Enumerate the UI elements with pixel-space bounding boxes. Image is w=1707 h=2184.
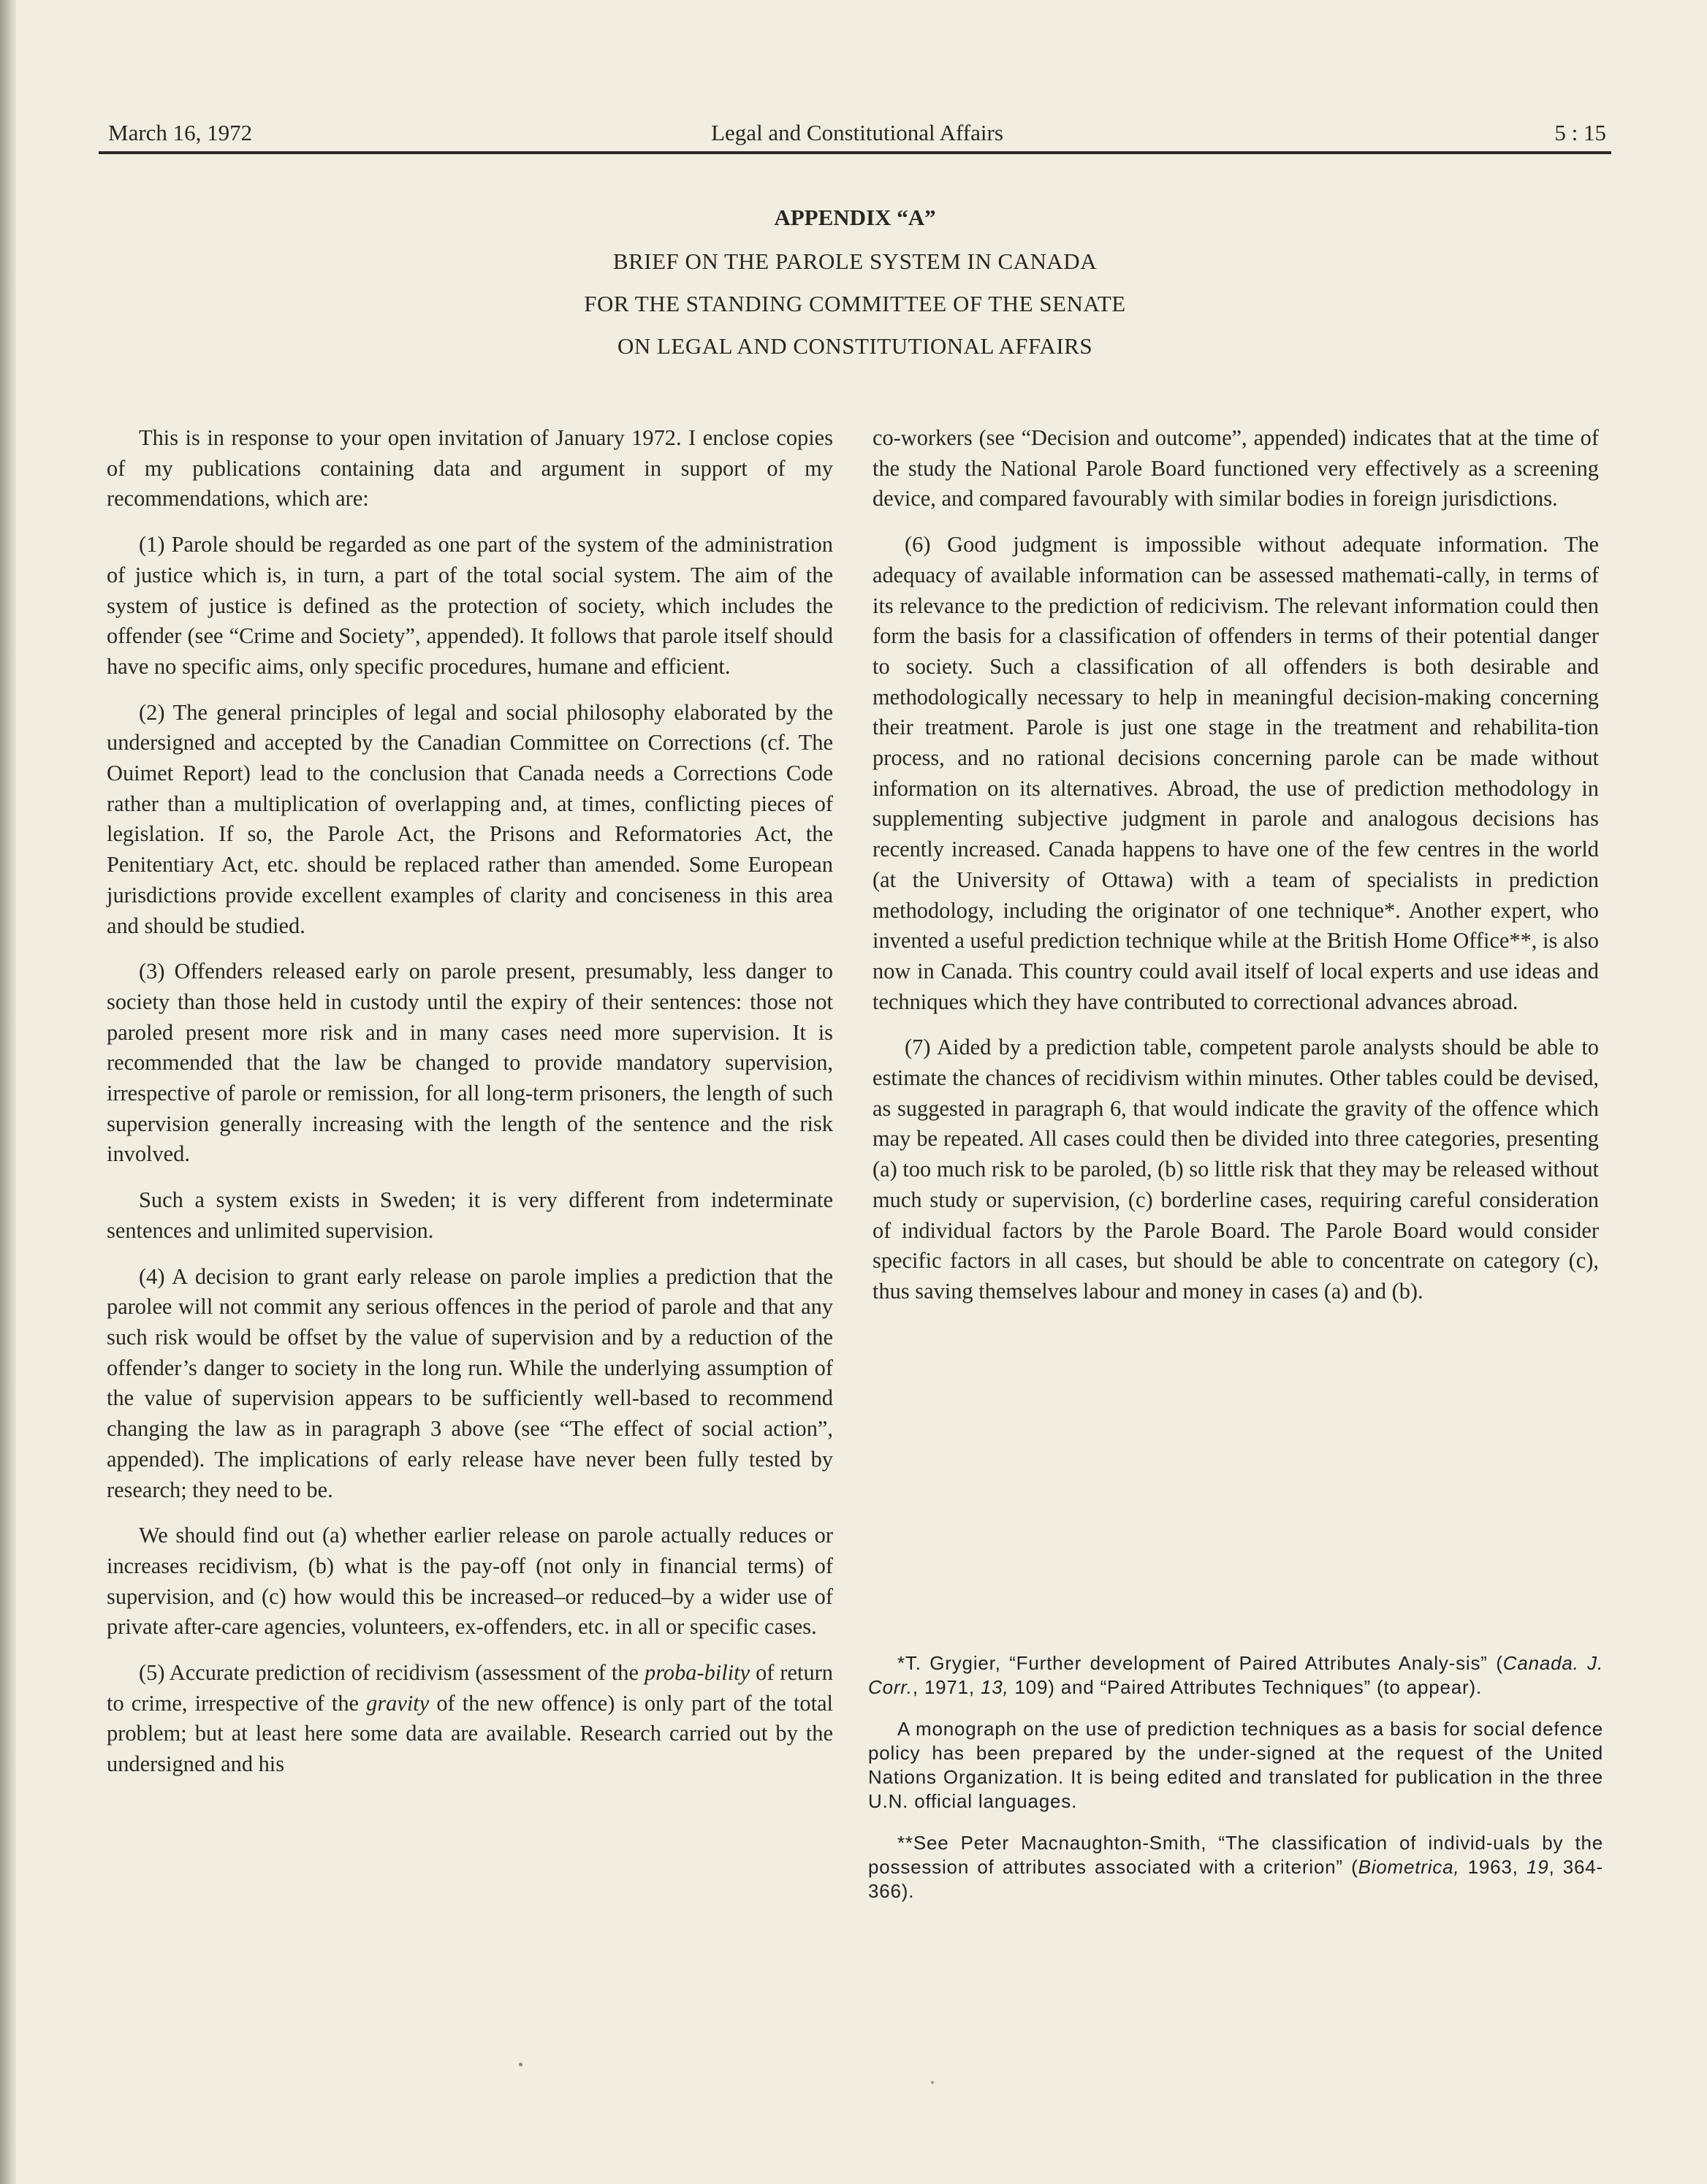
paragraph-6: (6) Good judgment is impossible without adequate information. The adequacy of available information can be assessed mathemati-cally, in terms of its relevance to the prediction of redicivism. The relevant information could then form the basis for a classification of offenders in terms of their potential danger to society. Such a classification of all offenders is both desirable and methodologically necessary to help in meaningful decision-making concerning their treatment. Parole is just one stage in the treatment and rehabilita-tion process, and no rational decisions concerning parole can be made without information on its alternatives. Abroad, the use of prediction methodology in supplementing subjective judgment in parole and analogous decisions has recently increased. Canada happens to have one of the few centres in the world (at the University of Ottawa) with a team of specialists in prediction methodology, including the originator of one technique*. Another expert, who invented a useful prediction technique while at the British Home Office**, is also now in Canada. This country could avail itself of local experts and use ideas and techniques which they have contributed to correctional advances abroad. — [872, 532, 1599, 1014]
right-column — [872, 423, 1599, 1323]
footnote-2: A monograph on the use of prediction techniques as a basis for social defence policy has been prepared by the under-signed at the request of the United Nations Organization. It is being edited and translated for publication in the three U.N. official languages. — [868, 1718, 1603, 1812]
appendix-heading: APPENDIX “A” — [774, 205, 936, 230]
footnote-3 — [868, 1831, 1603, 1903]
footnote-1-text-e: 109) and “Paired Attributes Techniques” (to appear). — [1008, 1676, 1482, 1698]
footnote-3-volume: 19 — [1526, 1856, 1549, 1878]
header-rule — [99, 151, 1611, 154]
paragraph-3: (3) Offenders released early on parole present, presumably, less danger to society than those held in custody until the expiry of their sentences: those not paroled present more risk and in many cases need more supervision. It is recommended that the law be changed to provide mandatory supervision, irrespective of parole or remission, for all long-term prisoners, the length of such supervision generally increasing with the length of the sentence and the risk involved. — [107, 959, 833, 1167]
paragraph-5-text-c: of return to crime, irrespective of the — [107, 1660, 833, 1716]
title-block — [110, 205, 1600, 376]
footnote-3-text-e: , 364-366). — [868, 1856, 1603, 1902]
footnote-1-text-a: *T. Grygier, “Further development of Paired Attributes Analy-sis” ( — [897, 1652, 1503, 1674]
footnote-3-text-c: 1963, — [1459, 1856, 1527, 1878]
paragraph-4: (4) A decision to grant early release on parole implies a prediction that the parolee will not commit any serious offences in the period of parole and that any such risk would be offset by the value of supervision and by a reduction of the offender’s danger to society in the long run. While the underlying assumption of the value of supervision appears to be sufficiently well-based to recommend changing the law as in paragraph 3 above (see “The effect of social action”, appended). The implications of early release have never been fully tested by research; they need to be. — [107, 1263, 833, 1502]
paragraph-7: (7) Aided by a prediction table, competent parole analysts should be able to estimate the chances of recidivism within minutes. Other tables could be devised, as suggested in paragraph 6, that would indicate the gravity of the offence which may be repeated. All cases could then be divided into three categories, presenting (a) too much risk to be paroled, (b) so little risk that they may be released without much study or supervision, (c) borderline cases, requiring careful consideration of individual factors by the Parole Board. The Parole Board would consider specific factors in all cases, but should be able to concentrate on category (c), thus saving themselves labour and money in cases (a) and (b). — [872, 1035, 1599, 1304]
footnote-1-volume: 13, — [980, 1676, 1009, 1698]
paragraph-5 — [107, 1658, 833, 1780]
title-line-3: ON LEGAL AND CONSTITUTIONAL AFFAIRS — [617, 333, 1093, 359]
paragraph-5-text-e: of the new offence) is only part of the total problem; but at least here some data are available. Research carried out by the undersigned and his — [107, 1690, 833, 1777]
header-committee: Legal and Constitutional Affairs — [711, 120, 1003, 145]
paragraph-5-italic-gravity: gravity — [366, 1690, 430, 1716]
footnote-3-text-a: **See Peter Macnaughton-Smith, “The classification of individ-uals by the possession of attributes associated with a criterion” ( — [868, 1832, 1603, 1878]
footnote-1 — [868, 1651, 1603, 1700]
title-line-1: BRIEF ON THE PAROLE SYSTEM IN CANADA — [612, 248, 1098, 274]
header-page-number: 5 : 15 — [1554, 120, 1606, 145]
paragraph-4-continued: We should find out (a) whether earlier release on parole actually reduces or increases recidivism, (b) what is the pay-off (not only in financial terms) of supervision, and (c) how would this be increased–or reduced–by a wider use of private after-care agencies, volunteers, ex-offenders, etc. in all or specific cases. — [107, 1523, 833, 1640]
paragraph-2: (2) The general principles of legal and social philosophy elaborated by the undersigned and accepted by the Canadian Committee on Corrections (cf. The Ouimet Report) lead to the conclusion that Canada needs a Corrections Code rather than a multiplication of overlapping and, at times, conflicting pieces of legislation. If so, the Parole Act, the Prisons and Reformatories Act, the Penitentiary Act, etc. should be replaced rather than amended. Some European jurisdictions provide excellent examples of clarity and conciseness in this area and should be studied. — [107, 699, 833, 938]
left-column — [107, 423, 833, 1795]
title-line-2: FOR THE STANDING COMMITTEE OF THE SENATE — [584, 291, 1126, 316]
paragraph-5-italic-probability: proba-bility — [645, 1660, 750, 1686]
paragraph-3-continued: Such a system exists in Sweden; it is very different from indeterminate sentences and unlimited supervision. — [107, 1187, 833, 1243]
paper-speck — [931, 2081, 934, 2084]
paragraph-5-text-a: (5) Accurate prediction of recidivism (assessment of the — [139, 1660, 645, 1686]
paragraph-1: (1) Parole should be regarded as one part of the system of the administration of justice which is, in turn, a part of the total social system. The aim of the system of justice is defined as the protection of society, which includes the offender (see “Crime and Society”, appended). It follows that parole itself should have no specific aims, only specific procedures, humane and efficient. — [107, 532, 833, 679]
paper-speck — [519, 2063, 522, 2066]
footnote-3-journal: Biometrica, — [1358, 1856, 1460, 1878]
footnote-1-journal: Canada. J. Corr. — [868, 1652, 1604, 1698]
footnote-1-text-c: , 1971, — [912, 1676, 981, 1698]
page-binding-edge — [0, 0, 16, 2184]
paragraph-intro: This is in response to your open invitation of January 1972. I enclose copies of my publications containing data and argument in support of my recommendations, which are: — [107, 425, 833, 511]
paragraph-5-continued: co-workers (see “Decision and outcome”, appended) indicates that at the time of the study the National Parole Board functioned very effectively as a screening device, and compared favourably with similar bodies in foreign jurisdictions. — [872, 425, 1599, 511]
footnotes — [868, 1651, 1603, 1921]
header-date: March 16, 1972 — [108, 120, 253, 145]
